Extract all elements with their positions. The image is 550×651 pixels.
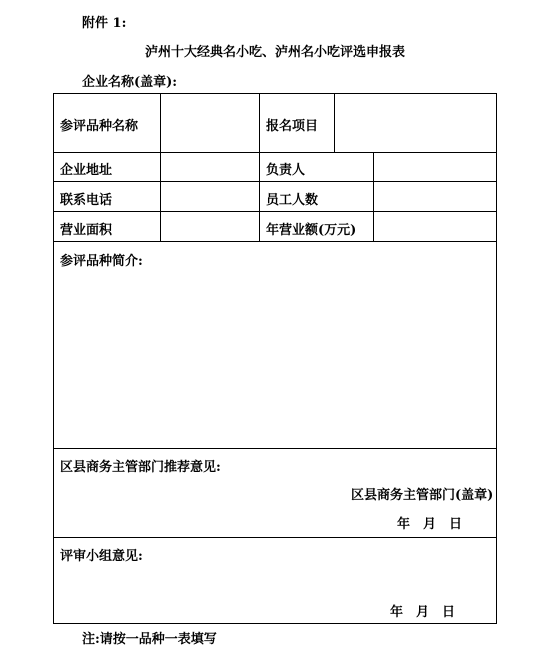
phone-input[interactable] (161, 182, 258, 210)
district-opinion-input[interactable] (55, 476, 345, 534)
employees-label: 员工人数 (266, 193, 319, 208)
address-input[interactable] (161, 153, 258, 180)
product-name-label: 参评品种名称 (60, 119, 139, 134)
row-divider (54, 448, 496, 449)
registration-item-label: 报名项目 (266, 119, 319, 134)
panel-opinion-input[interactable] (55, 565, 375, 620)
area-label: 营业面积 (60, 223, 113, 238)
annual-revenue-input[interactable] (374, 212, 495, 240)
application-form-table (53, 93, 497, 624)
district-seal-label: 区县商务主管部门(盖章) (351, 488, 494, 503)
district-opinion-label: 区县商务主管部门推荐意见: (60, 460, 221, 475)
person-in-charge-label: 负责人 (266, 163, 306, 178)
attachment-label: 附件 1: (82, 16, 127, 31)
phone-label: 联系电话 (60, 193, 113, 208)
intro-input[interactable] (55, 270, 495, 446)
form-title: 泸州十大经典名小吃、泸州名小吃评选申报表 (144, 45, 405, 60)
footnote: 注:请按一品种一表填写 (82, 632, 217, 647)
company-name-label: 企业名称(盖章): (82, 75, 178, 90)
panel-date-label: 年 月 日 (390, 605, 456, 620)
address-label: 企业地址 (60, 163, 113, 178)
product-name-input[interactable] (161, 95, 258, 151)
registration-item-input[interactable] (335, 95, 495, 151)
column-divider (259, 94, 260, 241)
area-input[interactable] (161, 212, 258, 240)
intro-label: 参评品种简介: (60, 254, 143, 269)
person-in-charge-input[interactable] (374, 153, 495, 180)
row-divider (54, 537, 496, 538)
employees-input[interactable] (374, 182, 495, 210)
panel-opinion-label: 评审小组意见: (60, 549, 143, 564)
row-divider (54, 241, 496, 242)
district-date-label: 年 月 日 (397, 517, 463, 532)
annual-revenue-label: 年营业额(万元) (266, 223, 357, 238)
